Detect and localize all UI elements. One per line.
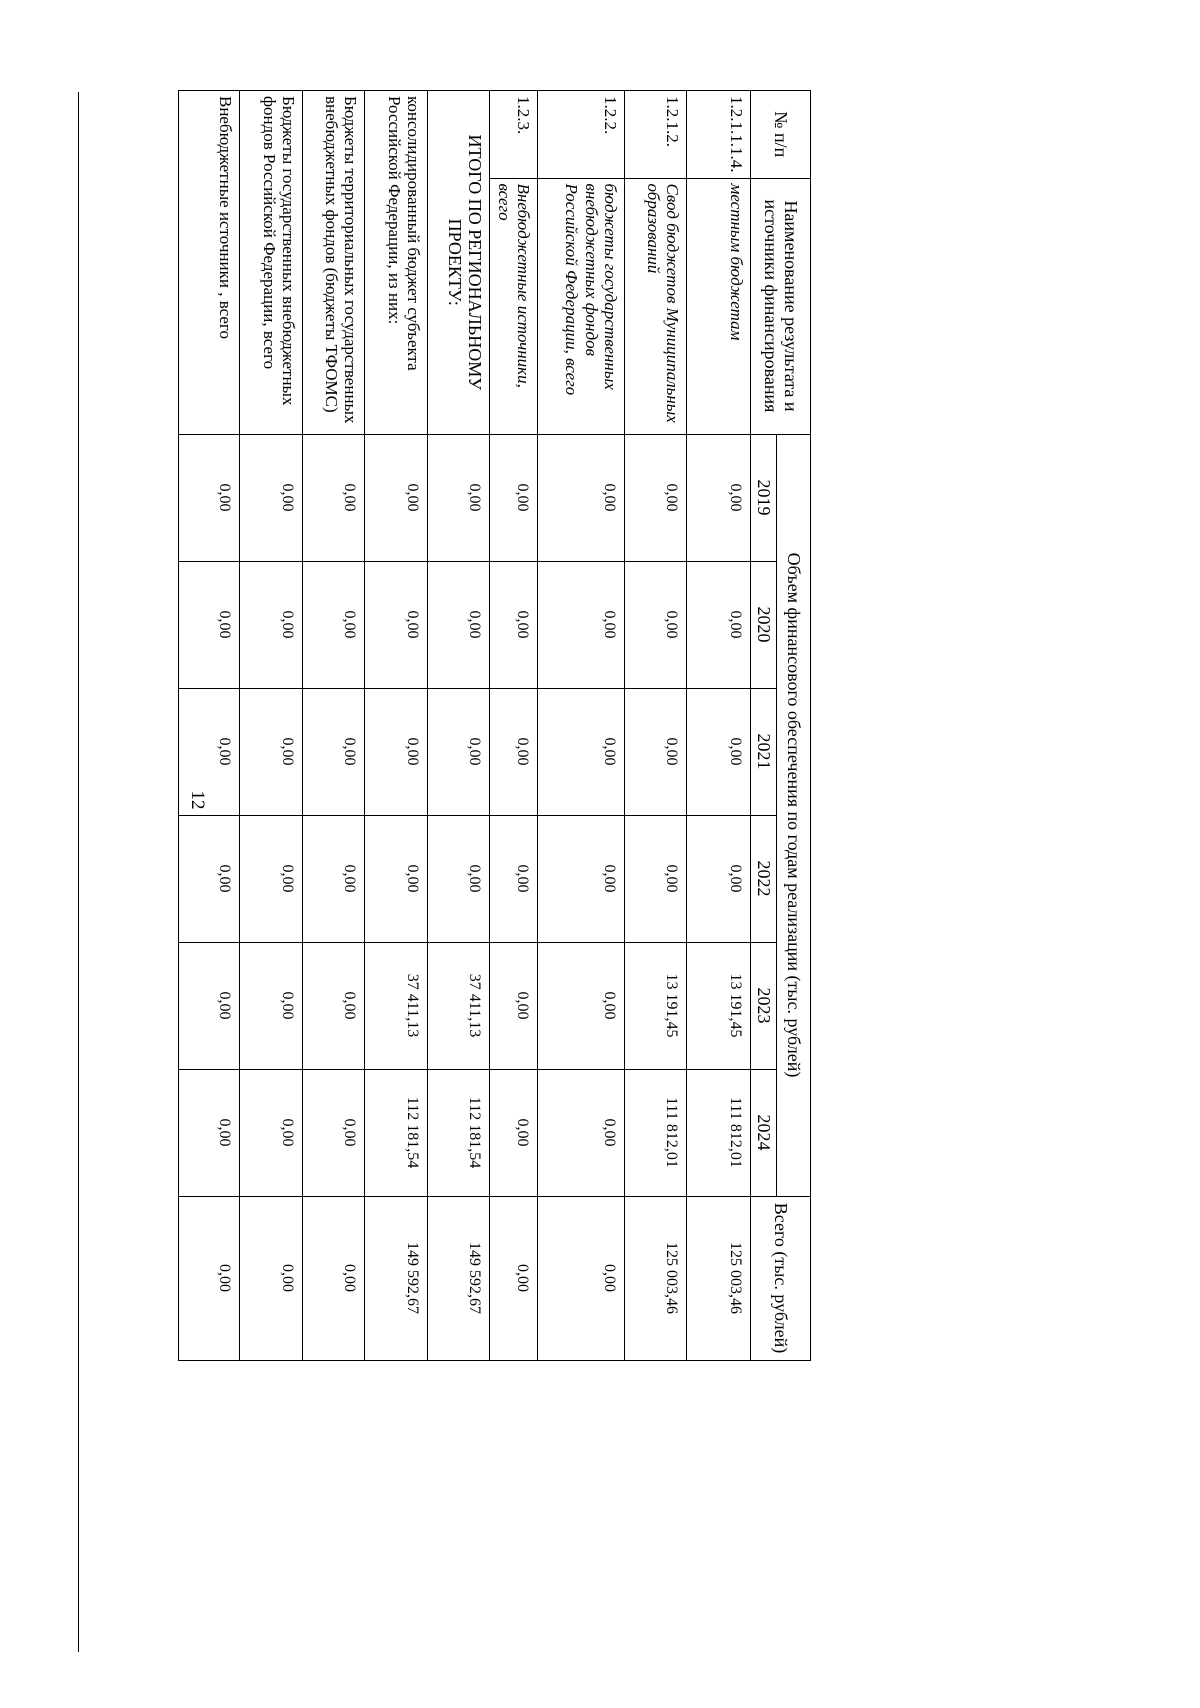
- table-row: [240, 91, 303, 1361]
- year-value: 0,00: [490, 434, 538, 561]
- year-value: 0,00: [490, 688, 538, 815]
- year-value: 0,00: [365, 561, 428, 688]
- page-margin-line: [78, 92, 79, 1652]
- year-value: 0,00: [179, 688, 240, 815]
- year-value: 37 411,13: [428, 942, 490, 1069]
- row-name: местным бюджетам: [687, 178, 751, 434]
- table-row: [687, 91, 751, 1361]
- year-value: 0,00: [490, 815, 538, 942]
- year-value: 0,00: [303, 1069, 365, 1196]
- row-total: 0,00: [240, 1196, 303, 1360]
- year-value: 111 812,01: [687, 1069, 751, 1196]
- year-value: 0,00: [490, 942, 538, 1069]
- table-body: [179, 91, 751, 1361]
- year-value: 0,00: [490, 1069, 538, 1196]
- year-value: 0,00: [365, 434, 428, 561]
- table-row: [625, 91, 687, 1361]
- header-year: 2021: [751, 688, 777, 815]
- year-value: 0,00: [303, 561, 365, 688]
- row-name: ИТОГО ПО РЕГИОНАЛЬНОМУ ПРОЕКТУ:: [428, 91, 490, 435]
- year-value: 0,00: [538, 1069, 625, 1196]
- year-value: 0,00: [428, 815, 490, 942]
- year-value: 0,00: [538, 688, 625, 815]
- row-name: Внебюджетные источники , всего: [179, 91, 240, 435]
- year-value: 0,00: [179, 1069, 240, 1196]
- table-row: [365, 91, 428, 1361]
- year-value: 0,00: [303, 815, 365, 942]
- row-name: Свод бюджетов Муниципальных образований: [625, 178, 687, 434]
- year-value: 0,00: [365, 815, 428, 942]
- year-value: 0,00: [625, 434, 687, 561]
- year-value: 13 191,45: [625, 942, 687, 1069]
- year-value: 0,00: [687, 688, 751, 815]
- row-name: Бюджеты территориальных государственных внебюджетных фондов (бюджеты ТФОМС): [303, 91, 365, 435]
- year-value: 0,00: [303, 434, 365, 561]
- table-row: [303, 91, 365, 1361]
- year-value: 0,00: [538, 561, 625, 688]
- row-total: 0,00: [490, 1196, 538, 1360]
- year-value: 0,00: [179, 561, 240, 688]
- year-value: 0,00: [625, 561, 687, 688]
- row-total: 125 003,46: [625, 1196, 687, 1360]
- year-value: 0,00: [687, 561, 751, 688]
- year-value: 0,00: [428, 688, 490, 815]
- row-total: 149 592,67: [365, 1196, 428, 1360]
- year-value: 0,00: [303, 942, 365, 1069]
- row-number: 1.2.1.2.: [625, 91, 687, 179]
- year-value: 0,00: [538, 815, 625, 942]
- year-value: 0,00: [240, 942, 303, 1069]
- year-value: 112 181,54: [365, 1069, 428, 1196]
- row-total: 125 003,46: [687, 1196, 751, 1360]
- year-value: 0,00: [428, 434, 490, 561]
- financing-table: [178, 90, 811, 1361]
- year-value: 0,00: [179, 942, 240, 1069]
- header-name: Наименование результата и источники финансирования: [751, 178, 811, 434]
- row-name: бюджеты государственных внебюджетных фондов Российской Федерации, всего: [538, 178, 625, 434]
- header-year: 2023: [751, 942, 777, 1069]
- header-number: № п/п: [751, 91, 811, 179]
- header-year: 2024: [751, 1069, 777, 1196]
- year-value: 112 181,54: [428, 1069, 490, 1196]
- table-row: [179, 91, 240, 1361]
- year-value: 111 812,01: [625, 1069, 687, 1196]
- year-value: 0,00: [625, 815, 687, 942]
- year-value: 37 411,13: [365, 942, 428, 1069]
- row-name: консолидированный бюджет субъекта Российской Федерации, из них:: [365, 91, 428, 435]
- header-year: 2022: [751, 815, 777, 942]
- year-value: 0,00: [303, 688, 365, 815]
- row-number: 1.2.1.1.1.4.: [687, 91, 751, 179]
- table-row: [428, 91, 490, 1361]
- year-value: 0,00: [687, 815, 751, 942]
- year-value: 0,00: [240, 815, 303, 942]
- rotated-page: [100, 0, 1200, 1600]
- row-number: 1.2.3.: [490, 91, 538, 179]
- header-year: 2020: [751, 561, 777, 688]
- header-years-group: Объем финансового обеспечения по годам реализации (тыс. рублей): [777, 434, 811, 1196]
- row-name: Внебюджетные источники, всего: [490, 178, 538, 434]
- year-value: 0,00: [240, 561, 303, 688]
- row-number: 1.2.2.: [538, 91, 625, 179]
- year-value: 13 191,45: [687, 942, 751, 1069]
- year-value: 0,00: [179, 434, 240, 561]
- table-row: [538, 91, 625, 1361]
- year-value: 0,00: [625, 688, 687, 815]
- table-row: [490, 91, 538, 1361]
- year-value: 0,00: [365, 688, 428, 815]
- row-total: 0,00: [303, 1196, 365, 1360]
- year-value: 0,00: [538, 434, 625, 561]
- header-year: 2019: [751, 434, 777, 561]
- year-value: 0,00: [687, 434, 751, 561]
- year-value: 0,00: [240, 434, 303, 561]
- year-value: 0,00: [240, 1069, 303, 1196]
- year-value: 0,00: [490, 561, 538, 688]
- page-number: 12: [187, 790, 208, 810]
- year-value: 0,00: [538, 942, 625, 1069]
- year-value: 0,00: [240, 688, 303, 815]
- row-total: 0,00: [179, 1196, 240, 1360]
- row-total: 149 592,67: [428, 1196, 490, 1360]
- year-value: 0,00: [428, 561, 490, 688]
- year-value: 0,00: [179, 815, 240, 942]
- header-total: Всего (тыс. рублей): [751, 1196, 811, 1360]
- row-name: Бюджеты государственных внебюджетных фондов Российской Федерации, всего: [240, 91, 303, 435]
- row-total: 0,00: [538, 1196, 625, 1360]
